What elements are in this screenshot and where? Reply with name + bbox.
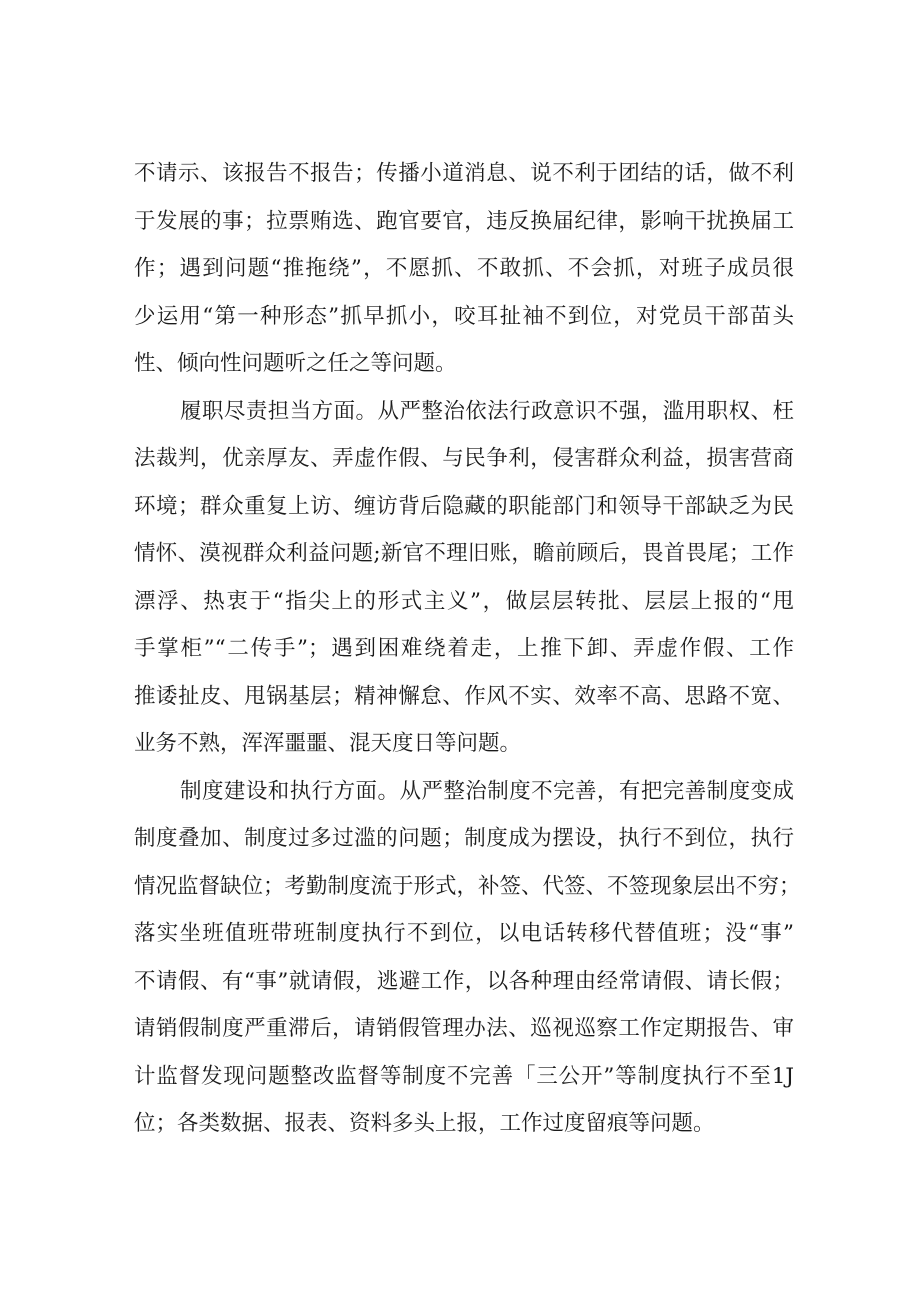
text-line: 推诿扯皮、甩锅基层；精神懈怠、作风不实、效率不高、思路不宽、	[134, 683, 794, 709]
text-line: 计监督发现问题整改监督等制度不完善「三公开”等制度执行不至1J	[134, 1063, 794, 1089]
text-line: 手掌柜”“二传手”；遇到困难绕着走，上推下卸、弄虚作假、工作	[134, 636, 794, 661]
text-line: 于发展的事；拉票贿选、跑官要官，违反换届纪律，影响干扰换届工	[134, 208, 794, 234]
text-line: 落实坐班值班带班制度执行不到位，以电话转移代替值班；没“事”	[134, 921, 794, 946]
text-line: 性、倾向性问题听之任之等问题。	[134, 351, 457, 376]
text-line: 作；遇到问题“推拖绕”，不愿抓、不敢抓、不会抓，对班子成员很	[134, 256, 794, 281]
text-line: 不请示、该报告不报告；传播小道消息、说不利于团结的话，做不利	[134, 161, 794, 186]
text-line: 少运用“第一种形态”抓早抓小，咬耳扯袖不到位，对党员干部苗头	[134, 303, 794, 329]
text-line: 环境；群众重复上访、缠访背后隐藏的职能部门和领导干部缺乏为民	[134, 493, 794, 519]
text-line: 制度建设和执行方面。从严整治制度不完善，有把完善制度变成	[180, 778, 794, 804]
text-line: 不请假、有“事”就请假，逃避工作，以各种理由经常请假、请长假；	[134, 968, 794, 994]
text-line: 漂浮、热衷于“指尖上的形式主义”，做层层转批、层层上报的“甩	[134, 588, 794, 614]
paragraph-2	[134, 388, 794, 768]
text-line: 法裁判，优亲厚友、弄虚作假、与民争利，侵害群众利益，损害营商	[134, 446, 794, 471]
text-line: 情况监督缺位；考勤制度流于形式，补签、代签、不签现象层出不穷；	[134, 873, 801, 899]
paragraph-1	[134, 150, 794, 388]
text-line: 请销假制度严重滞后，请销假管理办法、巡视巡察工作定期报告、审	[134, 1016, 794, 1041]
paragraph-3	[134, 768, 801, 1148]
document-body	[134, 150, 801, 1148]
text-line: 履职尽责担当方面。从严整治依法行政意识不强，滥用职权、枉	[180, 398, 794, 424]
text-line: 业务不熟，浑浑噩噩、混天度日等问题。	[134, 731, 522, 756]
text-line: 情怀、漠视群众利益问题;新官不理旧账，瞻前顾后，畏首畏尾；工作	[134, 541, 794, 566]
text-line: 制度叠加、制度过多过滥的问题；制度成为摆设，执行不到位，执行	[134, 826, 794, 851]
text-line: 位；各类数据、报表、资料多头上报，工作过度留痕等问题。	[134, 1111, 715, 1136]
